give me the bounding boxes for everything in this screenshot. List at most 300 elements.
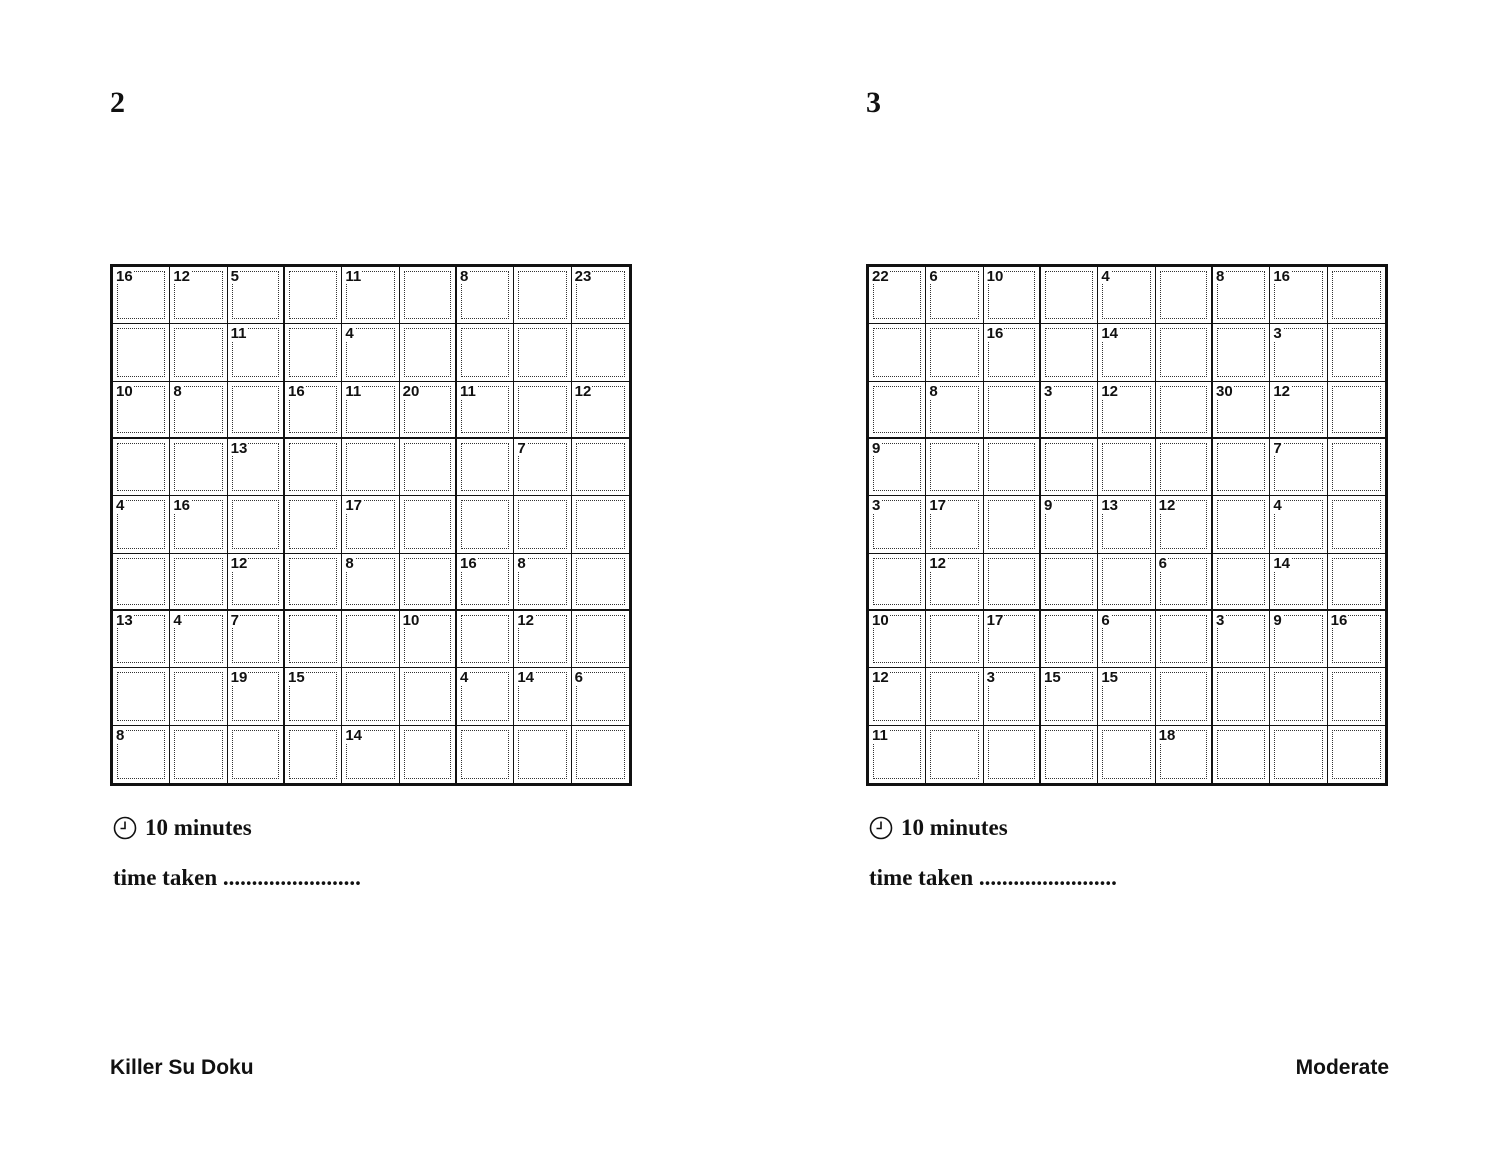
cage-outline xyxy=(930,328,978,376)
cage-outline xyxy=(930,730,978,779)
grid-cell[interactable] xyxy=(1098,726,1155,783)
grid-cell[interactable] xyxy=(342,439,399,496)
cage-sum: 12 xyxy=(1101,382,1119,400)
cage-outline xyxy=(1045,443,1093,491)
grid-cell[interactable] xyxy=(228,267,285,324)
cage-outline xyxy=(404,500,451,548)
grid-cell[interactable] xyxy=(1270,382,1327,439)
grid-cell[interactable] xyxy=(170,726,227,783)
grid-cell[interactable] xyxy=(1041,382,1098,439)
grid-cell[interactable] xyxy=(342,668,399,725)
grid-cell[interactable] xyxy=(984,726,1041,783)
grid-cell[interactable] xyxy=(228,439,285,496)
grid-cell[interactable] xyxy=(926,726,983,783)
grid-cell[interactable] xyxy=(285,668,342,725)
cage-outline xyxy=(1160,672,1207,720)
cage-sum: 8 xyxy=(459,268,469,285)
cage-outline xyxy=(1332,558,1381,605)
grid-cell[interactable] xyxy=(113,496,170,553)
grid-cell[interactable] xyxy=(1213,382,1270,439)
grid-cell[interactable] xyxy=(342,554,399,611)
grid-cell[interactable] xyxy=(1213,496,1270,553)
cage-sum: 11 xyxy=(230,325,247,343)
cage-sum: 12 xyxy=(517,611,535,629)
cage-sum: 9 xyxy=(1043,497,1053,515)
grid-cell[interactable] xyxy=(926,496,983,553)
cage-sum: 8 xyxy=(517,554,526,572)
grid-cell[interactable] xyxy=(1098,439,1155,496)
cage-outline xyxy=(461,443,509,491)
sudoku-grid xyxy=(110,264,632,786)
cage-sum: 19 xyxy=(230,669,248,687)
cage-sum: 8 xyxy=(929,382,938,400)
grid-cell[interactable] xyxy=(228,324,285,381)
grid-cell[interactable] xyxy=(228,382,285,439)
puzzle-number: 2 xyxy=(110,86,125,119)
cage-sum: 10 xyxy=(116,382,133,400)
cage-sum: 9 xyxy=(872,439,881,457)
grid-cell[interactable] xyxy=(1270,726,1327,783)
cage-sum: 13 xyxy=(116,611,133,629)
grid-cell[interactable] xyxy=(1156,554,1213,611)
cage-outline xyxy=(289,443,337,491)
cage-outline xyxy=(461,730,509,779)
cage-sum: 17 xyxy=(929,497,947,515)
grid-cell[interactable] xyxy=(1156,726,1213,783)
cage-outline xyxy=(873,558,921,605)
grid-cell[interactable] xyxy=(1156,439,1213,496)
grid-cell[interactable] xyxy=(1270,439,1327,496)
cage-outline xyxy=(117,558,165,605)
grid-cell[interactable] xyxy=(457,554,514,611)
grid-cell[interactable] xyxy=(1213,726,1270,783)
cage-outline xyxy=(576,730,625,779)
grid-cell[interactable] xyxy=(457,382,514,439)
grid-cell[interactable] xyxy=(342,324,399,381)
cage-outline xyxy=(1045,271,1093,319)
grid-cell[interactable] xyxy=(228,496,285,553)
cage-outline xyxy=(576,500,625,548)
grid-cell[interactable] xyxy=(1041,554,1098,611)
grid-cell[interactable] xyxy=(1041,439,1098,496)
cage-outline xyxy=(174,558,222,605)
cage-sum: 13 xyxy=(1101,497,1119,515)
cage-sum: 17 xyxy=(986,611,1004,629)
grid-cell[interactable] xyxy=(400,496,457,553)
grid-cell[interactable] xyxy=(869,439,926,496)
cage-outline xyxy=(117,328,165,376)
cage-outline xyxy=(1160,615,1207,663)
grid-cell[interactable] xyxy=(572,726,629,783)
cage-outline xyxy=(232,730,279,779)
grid-cell[interactable] xyxy=(1156,496,1213,553)
cage-sum: 7 xyxy=(517,439,526,457)
cage-outline xyxy=(518,328,566,376)
cage-sum: 12 xyxy=(173,268,191,285)
cage-outline xyxy=(404,672,451,720)
grid-cell[interactable] xyxy=(1270,496,1327,553)
grid-cell[interactable] xyxy=(926,611,983,668)
grid-cell[interactable] xyxy=(113,668,170,725)
grid-cell[interactable] xyxy=(1328,439,1385,496)
grid-cell[interactable] xyxy=(514,554,571,611)
sudoku-grid xyxy=(866,264,1388,786)
cage-sum: 14 xyxy=(1273,554,1291,572)
grid-cell[interactable] xyxy=(1156,382,1213,439)
cage-outline xyxy=(1217,443,1265,491)
cage-outline xyxy=(988,386,1035,433)
grid-cell[interactable] xyxy=(457,496,514,553)
grid-cell[interactable] xyxy=(926,267,983,324)
cage-sum: 11 xyxy=(345,382,362,400)
grid-cell[interactable] xyxy=(869,554,926,611)
cage-outline xyxy=(289,271,337,319)
cage-outline xyxy=(1332,730,1381,779)
cage-outline xyxy=(461,500,509,548)
grid-cell[interactable] xyxy=(1328,554,1385,611)
grid-cell[interactable] xyxy=(400,668,457,725)
time-estimate-row xyxy=(113,815,252,841)
grid-cell[interactable] xyxy=(285,496,342,553)
grid-cell[interactable] xyxy=(926,554,983,611)
grid-cell[interactable] xyxy=(572,668,629,725)
grid-cell[interactable] xyxy=(1213,439,1270,496)
grid-cell[interactable] xyxy=(1270,324,1327,381)
grid-cell[interactable] xyxy=(285,554,342,611)
grid-cell[interactable] xyxy=(285,611,342,668)
cage-sum: 8 xyxy=(173,382,182,400)
grid-cell[interactable] xyxy=(869,496,926,553)
cage-sum: 14 xyxy=(517,669,535,687)
cage-outline xyxy=(174,672,222,720)
cage-outline xyxy=(930,443,978,491)
cage-sum: 17 xyxy=(345,497,363,515)
cage-sum: 20 xyxy=(402,382,420,400)
grid-cell[interactable] xyxy=(285,267,342,324)
cage-outline xyxy=(930,615,978,663)
grid-cell[interactable] xyxy=(457,668,514,725)
grid-cell[interactable] xyxy=(400,267,457,324)
grid-cell[interactable] xyxy=(514,267,571,324)
footer-difficulty: Moderate xyxy=(1295,1056,1389,1079)
grid-cell[interactable] xyxy=(1328,324,1385,381)
cage-sum: 9 xyxy=(1273,611,1282,629)
cage-outline xyxy=(289,615,337,663)
grid-cell[interactable] xyxy=(984,496,1041,553)
grid-cell[interactable] xyxy=(113,554,170,611)
grid-cell[interactable] xyxy=(572,554,629,611)
cage-outline xyxy=(1045,558,1093,605)
cage-sum: 4 xyxy=(1273,497,1282,515)
grid-cell[interactable] xyxy=(228,668,285,725)
cage-sum: 12 xyxy=(872,669,889,687)
cage-outline xyxy=(576,328,625,376)
grid-cell[interactable] xyxy=(869,324,926,381)
grid-cell[interactable] xyxy=(926,668,983,725)
grid-cell[interactable] xyxy=(1156,267,1213,324)
grid-cell[interactable] xyxy=(342,726,399,783)
grid-cell[interactable] xyxy=(514,324,571,381)
cage-outline xyxy=(1045,615,1093,663)
grid-cell[interactable] xyxy=(869,267,926,324)
grid-cell[interactable] xyxy=(1270,554,1327,611)
cage-sum: 12 xyxy=(1158,497,1176,515)
puzzle-number: 3 xyxy=(866,86,881,119)
grid-cell[interactable] xyxy=(514,496,571,553)
cage-outline xyxy=(1274,672,1322,720)
cage-outline xyxy=(576,615,625,663)
grid-cell[interactable] xyxy=(572,267,629,324)
grid-cell[interactable] xyxy=(984,382,1041,439)
grid-cell[interactable] xyxy=(342,267,399,324)
cage-sum: 13 xyxy=(230,439,248,457)
grid-cell[interactable] xyxy=(514,382,571,439)
cage-outline xyxy=(404,271,451,319)
cage-sum: 23 xyxy=(574,268,592,285)
grid-cell[interactable] xyxy=(1098,267,1155,324)
grid-cell[interactable] xyxy=(514,668,571,725)
grid-cell[interactable] xyxy=(113,382,170,439)
grid-cell[interactable] xyxy=(869,726,926,783)
grid-cell[interactable] xyxy=(170,439,227,496)
grid-cell[interactable] xyxy=(1098,324,1155,381)
cage-sum: 14 xyxy=(1101,325,1119,343)
grid-cell[interactable] xyxy=(285,726,342,783)
grid-cell[interactable] xyxy=(926,324,983,381)
cage-outline xyxy=(988,443,1035,491)
cage-outline xyxy=(174,443,222,491)
grid-cell[interactable] xyxy=(1213,554,1270,611)
cage-sum: 6 xyxy=(574,669,583,687)
cage-outline xyxy=(518,271,566,319)
cage-sum: 3 xyxy=(872,497,881,515)
time-estimate-row xyxy=(869,815,1008,841)
grid-cell[interactable] xyxy=(926,439,983,496)
cage-outline xyxy=(518,730,566,779)
cage-sum: 3 xyxy=(1215,611,1225,629)
cage-outline xyxy=(873,386,921,433)
grid-cell[interactable] xyxy=(572,324,629,381)
grid-cell[interactable] xyxy=(869,382,926,439)
grid-cell[interactable] xyxy=(170,668,227,725)
grid-cell[interactable] xyxy=(342,382,399,439)
cage-sum: 16 xyxy=(287,382,305,400)
grid-cell[interactable] xyxy=(342,611,399,668)
clock-icon xyxy=(113,816,137,840)
cage-sum: 12 xyxy=(230,554,248,572)
grid-cell[interactable] xyxy=(1328,668,1385,725)
cage-sum: 8 xyxy=(1215,268,1225,285)
grid-cell[interactable] xyxy=(514,611,571,668)
grid-cell[interactable] xyxy=(1156,324,1213,381)
grid-cell[interactable] xyxy=(1328,496,1385,553)
grid-cell[interactable] xyxy=(572,611,629,668)
grid-cell[interactable] xyxy=(984,439,1041,496)
grid-cell[interactable] xyxy=(572,382,629,439)
grid-cell[interactable] xyxy=(400,611,457,668)
grid-cell[interactable] xyxy=(285,324,342,381)
grid-cell[interactable] xyxy=(984,324,1041,381)
grid-cell[interactable] xyxy=(1328,726,1385,783)
time-estimate: 10 minutes xyxy=(901,815,1008,840)
cage-outline xyxy=(1217,328,1265,376)
cage-outline xyxy=(1102,443,1150,491)
cage-sum: 12 xyxy=(1273,382,1291,400)
grid-cell[interactable] xyxy=(170,324,227,381)
grid-cell[interactable] xyxy=(1041,267,1098,324)
grid-cell[interactable] xyxy=(170,382,227,439)
grid-cell[interactable] xyxy=(1098,554,1155,611)
cage-outline xyxy=(346,672,394,720)
grid-cell[interactable] xyxy=(1213,324,1270,381)
cage-sum: 12 xyxy=(929,554,947,572)
cage-outline xyxy=(289,500,337,548)
grid-cell[interactable] xyxy=(228,554,285,611)
grid-cell[interactable] xyxy=(113,726,170,783)
cage-sum: 6 xyxy=(1158,554,1167,572)
cage-sum: 11 xyxy=(872,726,888,744)
grid-cell[interactable] xyxy=(170,267,227,324)
cage-outline xyxy=(988,730,1035,779)
grid-cell[interactable] xyxy=(1213,668,1270,725)
cage-outline xyxy=(1160,386,1207,433)
grid-cell[interactable] xyxy=(113,267,170,324)
cage-sum: 6 xyxy=(1101,611,1110,629)
grid-cell[interactable] xyxy=(342,496,399,553)
cage-sum: 3 xyxy=(1043,382,1053,400)
grid-cell[interactable] xyxy=(514,726,571,783)
cage-outline xyxy=(576,443,625,491)
cage-outline xyxy=(988,500,1035,548)
grid-cell[interactable] xyxy=(1098,382,1155,439)
cage-sum: 6 xyxy=(929,268,938,285)
cage-sum: 10 xyxy=(872,611,889,629)
grid-cell[interactable] xyxy=(170,554,227,611)
cage-outline xyxy=(1217,672,1265,720)
cage-sum: 4 xyxy=(173,611,182,629)
cage-outline xyxy=(1217,500,1265,548)
cage-outline xyxy=(1102,558,1150,605)
time-estimate: 10 minutes xyxy=(145,815,252,840)
cage-outline xyxy=(289,328,337,376)
grid-cell[interactable] xyxy=(1270,611,1327,668)
grid-cell[interactable] xyxy=(170,611,227,668)
grid-cell[interactable] xyxy=(572,439,629,496)
grid-cell[interactable] xyxy=(113,439,170,496)
grid-cell[interactable] xyxy=(514,439,571,496)
grid-cell[interactable] xyxy=(1098,668,1155,725)
grid-cell[interactable] xyxy=(457,611,514,668)
cage-outline xyxy=(1217,730,1265,779)
grid-cell[interactable] xyxy=(1156,611,1213,668)
cage-outline xyxy=(1274,730,1322,779)
cage-sum: 18 xyxy=(1158,726,1176,744)
cage-sum: 3 xyxy=(986,669,995,687)
cage-sum: 10 xyxy=(402,611,420,629)
cage-sum: 11 xyxy=(345,268,362,285)
grid-cell[interactable] xyxy=(1041,611,1098,668)
grid-cell[interactable] xyxy=(113,324,170,381)
grid-cell[interactable] xyxy=(1328,267,1385,324)
cage-outline xyxy=(174,730,222,779)
cage-outline xyxy=(461,615,509,663)
grid-cell[interactable] xyxy=(984,554,1041,611)
cage-sum: 16 xyxy=(173,497,191,515)
cage-sum: 15 xyxy=(1043,669,1061,687)
cage-outline xyxy=(873,328,921,376)
grid-cell[interactable] xyxy=(1213,611,1270,668)
cage-outline xyxy=(930,672,978,720)
grid-cell[interactable] xyxy=(984,611,1041,668)
grid-cell[interactable] xyxy=(1041,668,1098,725)
cage-outline xyxy=(1045,730,1093,779)
cage-sum: 4 xyxy=(116,497,125,515)
cage-sum: 4 xyxy=(345,325,354,343)
grid-cell[interactable] xyxy=(457,439,514,496)
cage-sum: 22 xyxy=(872,268,889,285)
grid-cell[interactable] xyxy=(1098,496,1155,553)
grid-cell[interactable] xyxy=(1328,611,1385,668)
grid-cell[interactable] xyxy=(400,382,457,439)
grid-cell[interactable] xyxy=(170,496,227,553)
grid-cell[interactable] xyxy=(984,668,1041,725)
cage-outline xyxy=(174,328,222,376)
grid-cell[interactable] xyxy=(457,267,514,324)
grid-cell[interactable] xyxy=(869,611,926,668)
grid-cell[interactable] xyxy=(572,496,629,553)
time-taken-label: time taken ........................ xyxy=(869,865,1117,890)
cage-sum: 30 xyxy=(1215,382,1233,400)
grid-cell[interactable] xyxy=(1041,496,1098,553)
cage-sum: 16 xyxy=(986,325,1004,343)
grid-cell[interactable] xyxy=(1213,267,1270,324)
grid-cell[interactable] xyxy=(1156,668,1213,725)
grid-cell[interactable] xyxy=(400,554,457,611)
grid-cell[interactable] xyxy=(1098,611,1155,668)
grid-cell[interactable] xyxy=(285,382,342,439)
grid-cell[interactable] xyxy=(400,726,457,783)
grid-cell[interactable] xyxy=(457,726,514,783)
cage-outline xyxy=(346,615,394,663)
grid-cell[interactable] xyxy=(1041,726,1098,783)
cage-outline xyxy=(1332,443,1381,491)
cage-outline xyxy=(1160,443,1207,491)
grid-cell[interactable] xyxy=(1270,668,1327,725)
grid-cell[interactable] xyxy=(228,611,285,668)
grid-cell[interactable] xyxy=(869,668,926,725)
grid-cell[interactable] xyxy=(285,439,342,496)
grid-cell[interactable] xyxy=(1328,382,1385,439)
cage-sum: 12 xyxy=(574,382,592,400)
cage-sum: 16 xyxy=(116,268,133,285)
cage-outline xyxy=(117,672,165,720)
grid-cell[interactable] xyxy=(228,726,285,783)
cage-outline xyxy=(461,328,509,376)
cage-outline xyxy=(1332,271,1381,319)
cage-outline xyxy=(1332,500,1381,548)
grid-cell[interactable] xyxy=(926,382,983,439)
grid-cell[interactable] xyxy=(400,324,457,381)
cage-sum: 16 xyxy=(1273,268,1291,285)
grid-cell[interactable] xyxy=(113,611,170,668)
clock-icon xyxy=(869,816,893,840)
grid-cell[interactable] xyxy=(1041,324,1098,381)
grid-cell[interactable] xyxy=(1270,267,1327,324)
cage-outline xyxy=(404,730,451,779)
grid-cell[interactable] xyxy=(984,267,1041,324)
grid-cell[interactable] xyxy=(457,324,514,381)
grid-cell[interactable] xyxy=(400,439,457,496)
